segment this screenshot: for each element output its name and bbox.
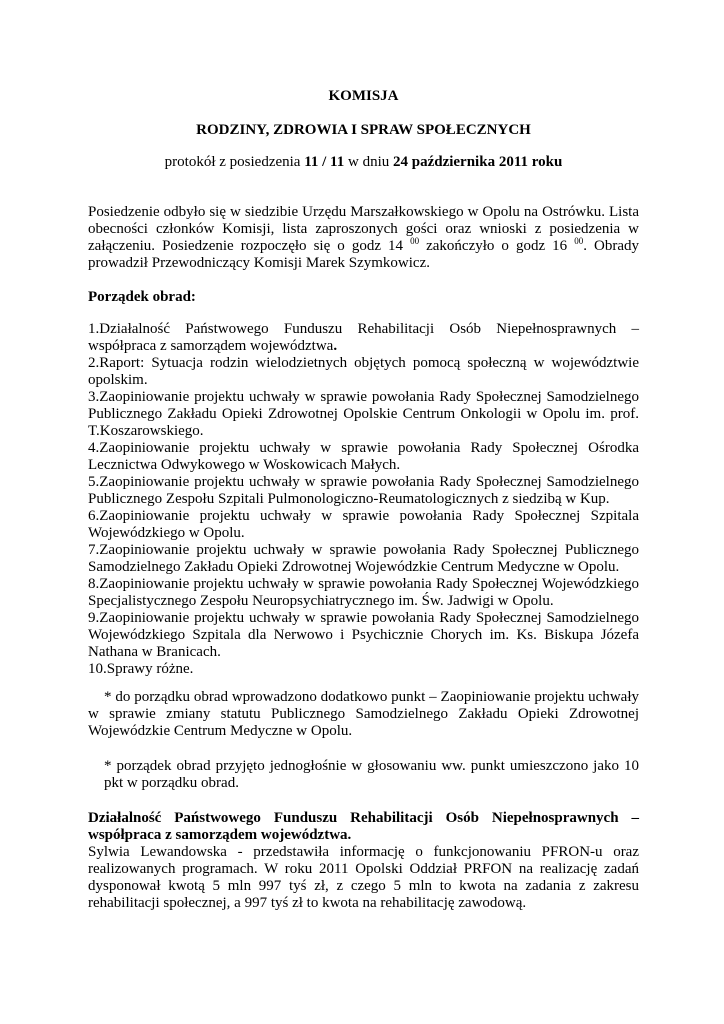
agenda-item: 8.Zaopiniowanie projektu uchwały w sprawie powołania Rady Społecznej Wojewódzkiego Specjalistycznego Zespołu Neuropsychiatrycznego im. Św. Jadwigi w Opolu. xyxy=(88,576,639,609)
agenda-item-1 xyxy=(88,321,639,355)
agenda-item: 9.Zaopiniowanie projektu uchwały w sprawie powołania Rady Społecznej Samodzielnego Wojewódzkiego Szpitala dla Nerwowo i Psychicznie Chorych im. Ks. Biskupa Józefa Nathana w Branicach. xyxy=(88,610,639,660)
section-pfron-heading: Działalność Państwowego Funduszu Rehabilitacji Osób Niepełnosprawnych – współpraca z samorządem województwa. xyxy=(88,810,639,843)
intro-text-a: Posiedzenie odbyło się w siedzibie Urzędu Marszałkowskiego w Opolu na Ostrówku. Lista obecności członków Komisji, lista zaproszonych gości oraz wnioski z posiedzenia w załączeniu. Posiedzenie rozpoczęło się o godz 14 xyxy=(88,204,639,254)
committee-name: RODZINY, ZDROWIA I SPRAW SPOŁECZNYCH xyxy=(196,122,531,138)
agenda-heading: Porządek obrad: xyxy=(88,289,196,305)
protocol-date: 24 października 2011 roku xyxy=(392,154,563,170)
agenda-item-1-text: 1.Działalność Państwowego Funduszu Rehabilitacji Osób Niepełnosprawnych – współpraca z samorządem województwa xyxy=(88,321,639,354)
agenda-item: 10.Sprawy różne. xyxy=(88,661,194,677)
agenda-item-1-end: . xyxy=(333,338,338,354)
start-minutes: 00 xyxy=(410,236,420,246)
end-minutes: 00 xyxy=(574,236,584,246)
agenda-note-added-point: * do porządku obrad wprowadzono dodatkowo punkt – Zaopiniowanie projektu uchwały w sprawie zmiany statutu Publicznego Samodzielnego Zakładu Opieki Zdrowotnej Wojewódzkie Centrum Medyczne w Opolu. xyxy=(88,689,639,739)
intro-paragraph xyxy=(88,204,639,272)
intro-text-b: zakończyło o godz 16 xyxy=(419,238,575,254)
agenda-item: 3.Zaopiniowanie projektu uchwały w sprawie powołania Rady Społecznej Samodzielnego Publicznego Zakładu Opieki Zdrowotnej Opolskie Centrum Onkologii w Opolu im. prof. T.Koszarowskiego. xyxy=(88,389,639,439)
protocol-number: 11 / 11 xyxy=(304,154,345,170)
intro-text-c: . Obrady prowadził Przewodniczący Komisji Marek Szymkowicz. xyxy=(88,238,639,271)
agenda-item: 7.Zaopiniowanie projektu uchwały w sprawie powołania Rady Społecznej Publicznego Samodzielnego Zakładu Opieki Zdrowotnej Wojewódzkie Centrum Medyczne w Opolu. xyxy=(88,542,639,575)
section-pfron-body: Sylwia Lewandowska - przedstawiła informację o funkcjonowaniu PFRON-u oraz realizowanych programach. W roku 2011 Opolski Oddział PRFON na realizację zadań dysponował kwotą 5 mln 997 tyś zł, z czego 5 mln to kwota na zadania z zakresu rehabilitacji społecznej, a 997 tyś zł to kwota na rehabilitację zawodową. xyxy=(88,844,639,911)
agenda-note-vote: * porządek obrad przyjęto jednogłośnie w głosowaniu ww. punkt umieszczono jako 10 pkt w porządku obrad. xyxy=(104,758,639,791)
protocol-mid: w dniu xyxy=(344,154,393,170)
protocol-line xyxy=(88,154,639,171)
protocol-prefix: protokół z posiedzenia xyxy=(164,154,305,170)
document-title: KOMISJA xyxy=(328,88,399,104)
agenda-item: 4.Zaopiniowanie projektu uchwały w sprawie powołania Rady Społecznej Ośrodka Lecznictwa Odwykowego w Woskowicach Małych. xyxy=(88,440,639,473)
section-pfron xyxy=(88,810,639,912)
agenda-item: 2.Raport: Sytuacja rodzin wielodzietnych objętych pomocą społeczną w województwie opolskim. xyxy=(88,355,639,388)
agenda-item: 5.Zaopiniowanie projektu uchwały w sprawie powołania Rady Społecznej Samodzielnego Publicznego Zespołu Szpitali Pulmonologiczno-Reumatologicznych z siedzibą w Kup. xyxy=(88,474,639,507)
agenda-list xyxy=(88,321,639,678)
agenda-item: 6.Zaopiniowanie projektu uchwały w sprawie powołania Rady Społecznej Szpitala Wojewódzkiego w Opolu. xyxy=(88,508,639,541)
